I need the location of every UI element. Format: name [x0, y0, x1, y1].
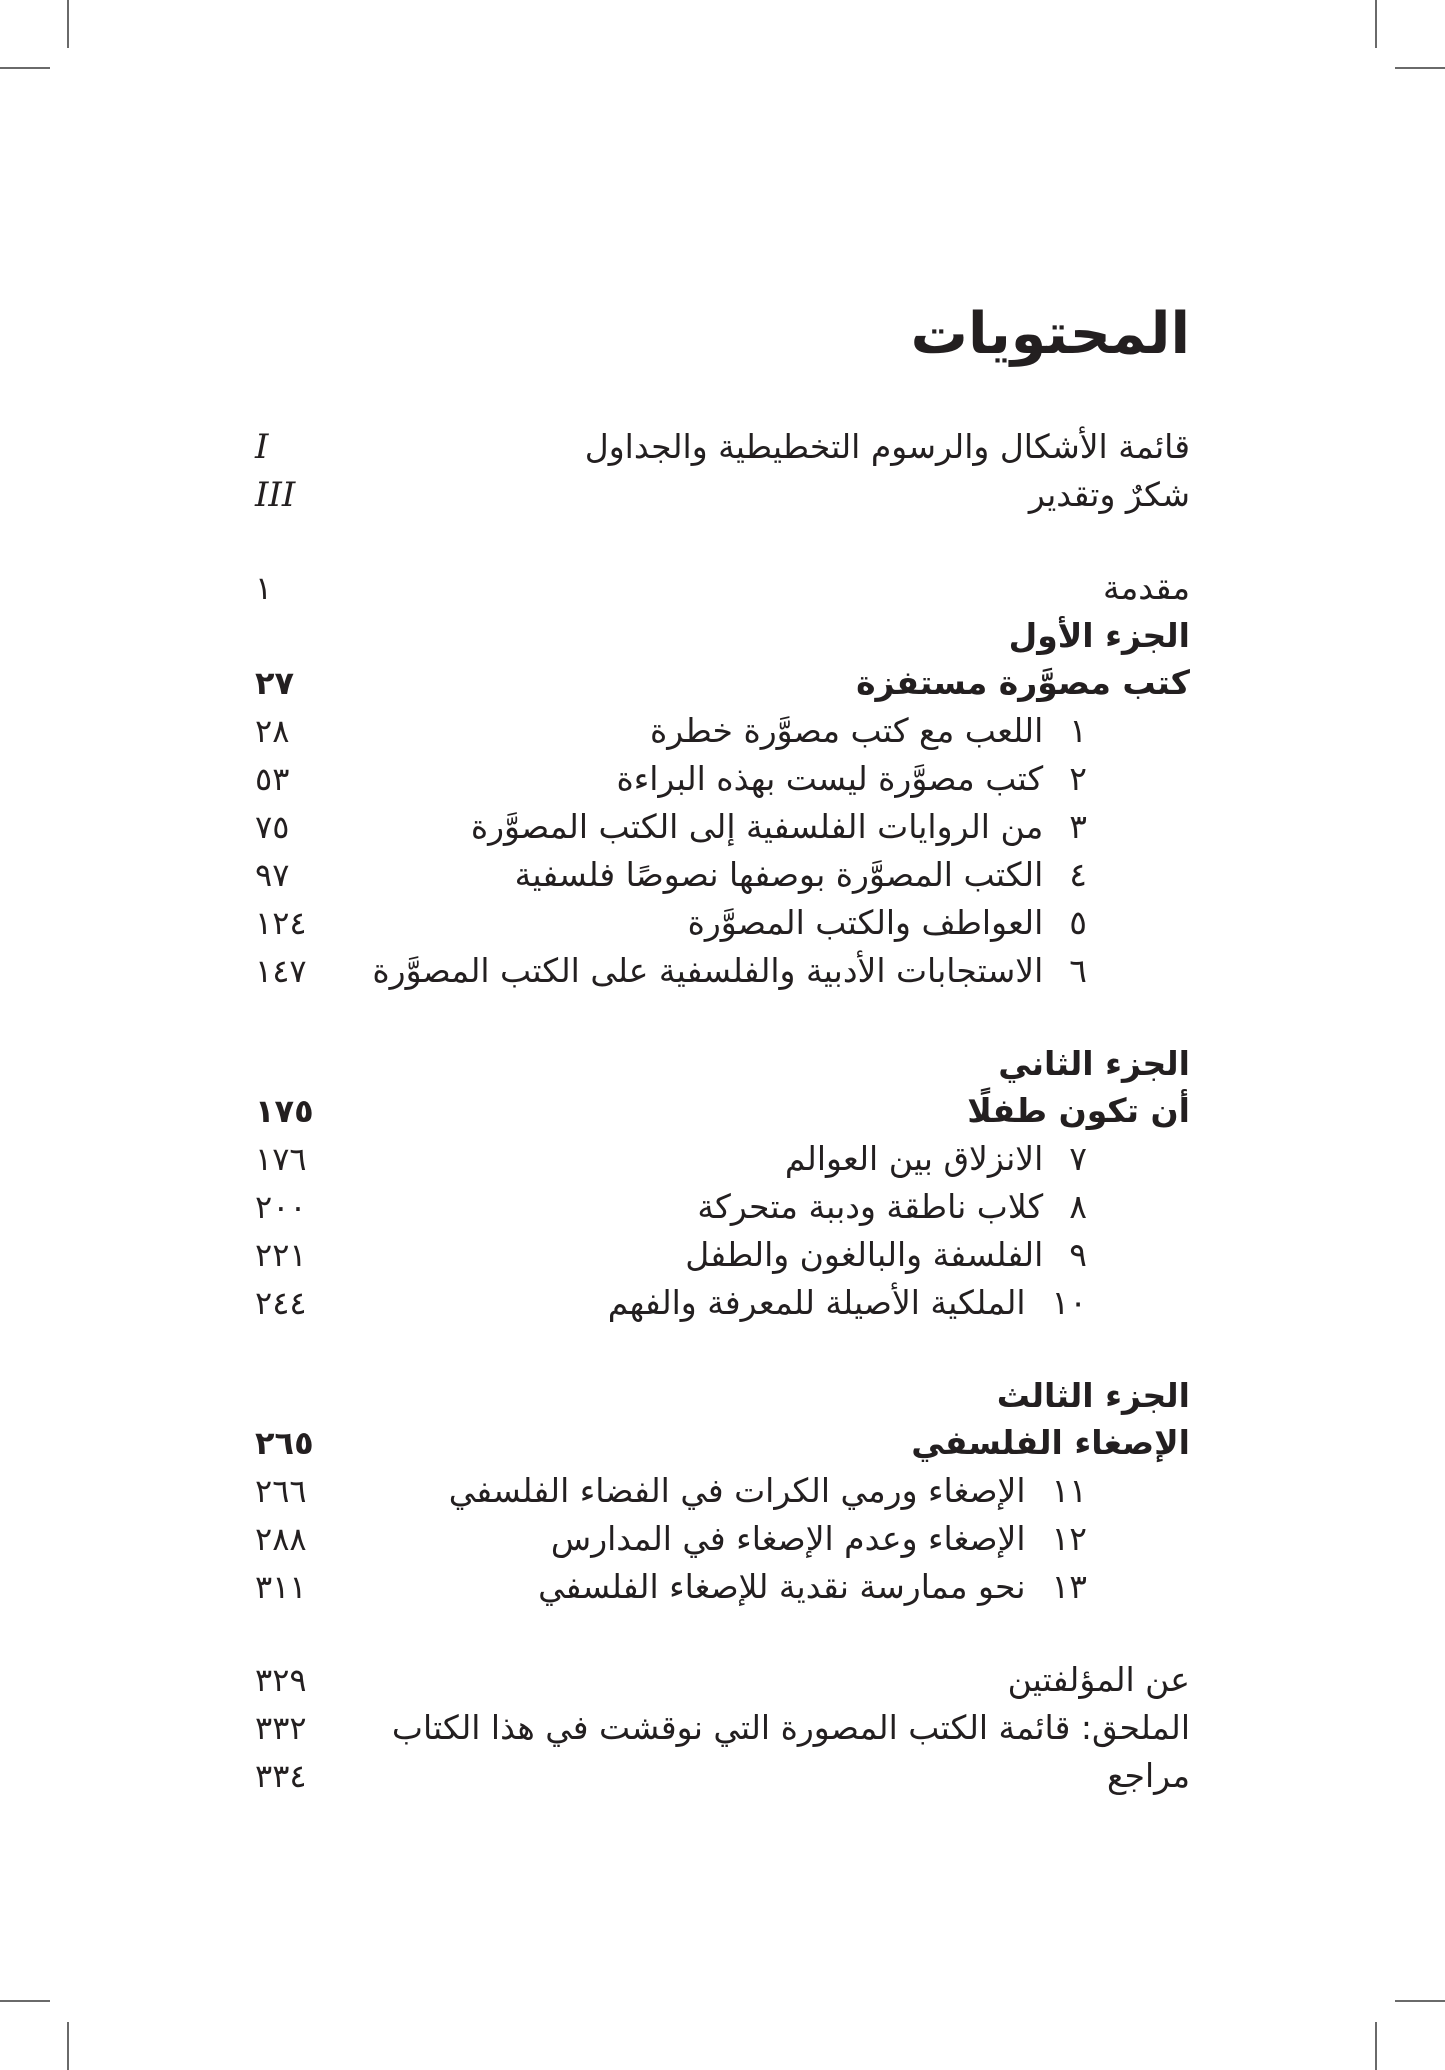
chapter-number: ١٠: [1051, 1283, 1087, 1322]
toc-part-heading: [255, 1040, 1190, 1087]
toc-entry-page: I: [255, 427, 269, 467]
toc-part-title: [255, 1419, 1190, 1467]
toc-row: [255, 471, 1190, 519]
toc-entry-title: الجزء الأول: [1008, 616, 1190, 655]
toc-entry-page: ١: [255, 569, 273, 607]
crop-mark-bottom-left-horizontal: [0, 2000, 50, 2002]
chapter-number: ١١: [1051, 1471, 1087, 1510]
toc-entry-page: ٣٢٩: [255, 1661, 307, 1699]
toc-entry-page: ٢٢١: [255, 1236, 307, 1274]
toc-entry-title: الجزء الثالث: [996, 1376, 1190, 1415]
chapter-number: ١: [1069, 711, 1087, 750]
toc-entry-title: كتب مصوَّرة ليست بهذه البراءة: [616, 759, 1044, 798]
toc-entry-title: عن المؤلفتين: [1007, 1660, 1190, 1699]
chapter-number: ٩: [1069, 1235, 1087, 1274]
toc-entry-title: كتب مصوَّرة مستفزة: [856, 663, 1190, 702]
toc-entry-title: كلاب ناطقة ودببة متحركة: [697, 1187, 1044, 1226]
toc-part-title: [255, 659, 1190, 707]
toc-entry-page: ٢٨٨: [255, 1520, 307, 1558]
toc-entry-title: من الروايات الفلسفية إلى الكتب المصوَّرة: [470, 807, 1044, 846]
crop-mark-bottom-left-vertical: [67, 2022, 69, 2070]
toc-entry-page: III: [255, 475, 296, 515]
toc-row: [255, 803, 1190, 851]
toc-part-title: [255, 1087, 1190, 1135]
page-title: المحتويات: [910, 301, 1190, 367]
toc-entry-page: ٢٦٥: [255, 1424, 314, 1462]
crop-mark-top-left-vertical: [67, 0, 69, 48]
chapter-number: ٤: [1069, 855, 1087, 894]
chapter-number: ٥: [1069, 903, 1087, 942]
chapter-number: ٦: [1069, 951, 1087, 990]
toc-row: [255, 1183, 1190, 1231]
toc-row: [255, 1515, 1190, 1563]
toc-entry-page: ٢٨: [255, 712, 290, 750]
toc-row: [255, 851, 1190, 899]
chapter-number: ٣: [1069, 807, 1087, 846]
crop-mark-top-left-horizontal: [0, 67, 50, 69]
toc-entry-title: شكرٌ وتقدير: [1028, 475, 1190, 514]
toc-entry-page: ٢٦٦: [255, 1472, 307, 1510]
toc-entry-title: الإصغاء وعدم الإصغاء في المدارس: [550, 1519, 1026, 1558]
toc-row: [255, 755, 1190, 803]
toc-row: [255, 1135, 1190, 1183]
toc-entry-page: ١٤٧: [255, 952, 307, 990]
chapter-number: ١٢: [1051, 1519, 1087, 1558]
toc-row: [255, 564, 1190, 612]
chapter-number: ٨: [1069, 1187, 1087, 1226]
toc-row: [255, 1656, 1190, 1704]
toc-entry-page: ١٧٦: [255, 1140, 307, 1178]
toc-entry-title: مقدمة: [1102, 568, 1190, 607]
toc-entry-title: الإصغاء ورمي الكرات في الفضاء الفلسفي: [448, 1471, 1026, 1510]
toc-part-heading: [255, 612, 1190, 659]
toc-entry-page: ٣٣٢: [255, 1709, 307, 1747]
toc-entry-title: مراجع: [1106, 1756, 1190, 1795]
toc-entry-title: الإصغاء الفلسفي: [911, 1423, 1190, 1462]
toc-row: [255, 1704, 1190, 1752]
toc-entry-page: ٩٧: [255, 856, 290, 894]
crop-mark-top-right-vertical: [1375, 0, 1377, 48]
toc-row: [255, 947, 1190, 995]
toc-entry-title: الاستجابات الأدبية والفلسفية على الكتب المصوَّرة: [372, 951, 1044, 990]
toc-row: [255, 1231, 1190, 1279]
crop-mark-bottom-right-horizontal: [1395, 2000, 1445, 2002]
toc-entry-title: الجزء الثاني: [998, 1044, 1190, 1083]
toc-entry-page: ٢٠٠: [255, 1188, 307, 1226]
toc-entry-page: ٧٥: [255, 808, 290, 846]
toc-entry-page: ٣١١: [255, 1568, 307, 1606]
toc-entry-title: نحو ممارسة نقدية للإصغاء الفلسفي: [538, 1567, 1026, 1606]
toc-entry-page: ٣٣٤: [255, 1757, 307, 1795]
toc-entry-title: الملكية الأصيلة للمعرفة والفهم: [607, 1283, 1026, 1322]
toc-entry-title: أن تكون طفلًا: [967, 1091, 1190, 1130]
chapter-number: ١٣: [1051, 1567, 1087, 1606]
toc-entry-title: العواطف والكتب المصوَّرة: [687, 903, 1044, 942]
toc-entry-title: قائمة الأشكال والرسوم التخطيطية والجداول: [584, 427, 1190, 466]
toc-row: [255, 1563, 1190, 1611]
chapter-number: ٧: [1069, 1139, 1087, 1178]
toc-row: [255, 1467, 1190, 1515]
crop-mark-bottom-right-vertical: [1375, 2022, 1377, 2070]
toc-part-heading: [255, 1372, 1190, 1419]
toc-entry-page: ١٧٥: [255, 1092, 314, 1130]
toc-entry-page: ١٢٤: [255, 904, 307, 942]
toc-content: [255, 296, 1190, 1800]
toc-row: [255, 899, 1190, 947]
toc-entry-title: الملحق: قائمة الكتب المصورة التي نوقشت في هذا الكتاب: [391, 1708, 1190, 1747]
toc-entry-title: الكتب المصوَّرة بوصفها نصوصًا فلسفية: [514, 855, 1044, 894]
toc-entry-page: ٥٣: [255, 760, 290, 798]
toc-row: [255, 1279, 1190, 1327]
toc-entry-page: ٢٤٤: [255, 1284, 307, 1322]
toc-row: [255, 423, 1190, 471]
toc-entry-title: الانزلاق بين العوالم: [784, 1139, 1044, 1178]
toc-entry-title: اللعب مع كتب مصوَّرة خطرة: [649, 711, 1044, 750]
crop-mark-top-right-horizontal: [1395, 67, 1445, 69]
toc-entry-page: ٢٧: [255, 664, 295, 702]
chapter-number: ٢: [1069, 759, 1087, 798]
toc-entry-title: الفلسفة والبالغون والطفل: [685, 1235, 1044, 1274]
toc-row: [255, 1752, 1190, 1800]
toc-row: [255, 707, 1190, 755]
